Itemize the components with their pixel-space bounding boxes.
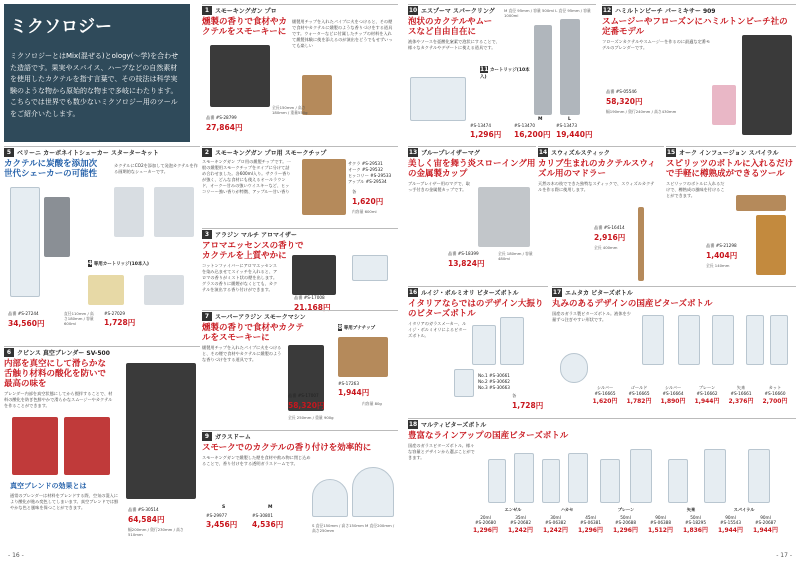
col-price: 1,782円 — [626, 398, 652, 405]
smoothie-image — [712, 85, 736, 125]
col-code: #S-16661 — [730, 391, 752, 396]
swizzle-stick-image — [638, 207, 644, 281]
item-number: 17 — [552, 288, 562, 296]
chip-code: #S-17263 — [338, 381, 359, 386]
vacuum-blender-image — [126, 363, 196, 499]
bottle-yarai-50-image — [668, 459, 688, 503]
item-number: 18 — [408, 420, 418, 428]
chip-code: #S-29531 — [361, 161, 383, 166]
col-code: #S-16660 — [764, 391, 786, 396]
size-l-label: L — [568, 117, 571, 122]
shaker-image — [10, 187, 40, 297]
dome-m-image — [352, 467, 394, 517]
cartridge-price: 1,296円 — [470, 130, 502, 139]
col-code: #S-16665 — [594, 391, 616, 396]
beech-chip-image — [338, 337, 388, 377]
bottle-angel-35-image — [514, 453, 534, 503]
col-price: 2,700円 — [762, 398, 788, 405]
shaker-lid-image — [44, 197, 70, 257]
oak-spiral-image — [736, 195, 786, 211]
item-heading: スモーキングガン プロ — [215, 7, 277, 15]
size-l-code: #S-13473 — [556, 123, 577, 128]
item-desc: コットンファイバーにアロマエッセンスを染み込ませてスイッチを入れると、アロマの香りがミスト状の煙を出します。グラスの香りに燻煙がなくとても、カクテルを演出する香り付けができます。 — [202, 263, 278, 292]
item-code: 品番 #S-18399 — [448, 251, 479, 256]
item-heading: マルティビターズボトル — [421, 421, 487, 429]
chip-price: 1,944円 — [338, 388, 370, 397]
price-label: 各 — [512, 393, 517, 398]
item-number: 14 — [538, 148, 548, 156]
col-code: #S-20688 — [615, 520, 636, 525]
bottle-hakase-30-image — [542, 459, 560, 503]
item-number: 12 — [602, 6, 612, 14]
page-number-left: - 16 - — [8, 552, 24, 559]
col-size: 90ml — [760, 515, 771, 520]
item-title: スムージーやフローズンにハミルトンビーチ社の定番モデル — [602, 17, 788, 37]
item-title: 丸みのあるデザインの国産ビターズボトル — [552, 299, 713, 309]
item-code: 品番 #S-17007 — [288, 393, 319, 398]
item-title: カクテルに炭酸を添加次世代シェーカーの可能性 — [4, 159, 98, 179]
chip-code: #S-29532 — [361, 167, 383, 172]
col-code: #S-20680 — [475, 520, 496, 525]
product-oak-spiral — [666, 146, 796, 284]
col-size: 90ml — [725, 515, 736, 520]
item-spec: M 直径 95mm / 容量 500ml L 直径 95mm / 容量 1000ml — [504, 8, 591, 18]
bottle-plain-50-image — [600, 459, 620, 503]
bottle-code: #S-30661 — [488, 373, 510, 378]
col-price: 1,944円 — [753, 527, 778, 534]
item-price: 27,864円 — [206, 123, 243, 132]
item-code: 品番 #S-30514 — [128, 507, 159, 512]
item-spec: 幅190mm / 奥行240mm / 高さ430mm — [606, 109, 677, 114]
col-size: 50ml — [620, 515, 631, 520]
bottle-no1-image — [472, 325, 496, 365]
item-code: 品番 #S-27244 — [8, 311, 39, 316]
product-hamilton-blender — [602, 4, 796, 142]
item-desc: イタリアのガラスメーカー、ルイジ・ボルミオリによるビターズボトル。 — [408, 321, 467, 338]
item-title: 内部を真空にして滑らかな舌触り材料の酸化を防いで最高の味を — [4, 359, 107, 389]
bottle-no2-image — [500, 317, 524, 365]
item-number: 5 — [4, 148, 14, 157]
chip-heading: 専用ブナチップ — [343, 326, 376, 331]
product-espuma — [408, 4, 596, 142]
col-code: #S-15543 — [720, 520, 741, 525]
cartridge-heading: カートリッジ(10本入) — [480, 68, 530, 80]
item-desc: ブルーブレイザー用のマグで、取っ手付きの金属製カップです。 — [408, 181, 470, 192]
espuma-l-image — [560, 19, 580, 115]
product-emutaka-bitters — [552, 286, 796, 416]
hero-body: ミクソロジーとはMix(混ぜる)とology(〜学)を合わせた造語です。果実やスパイス、ハーブなどの自然素材を使用したカクテルを指す言葉で、その技法は科学実験のような物から原始的な物まで多岐にわたります。こちらでは世界でも数少ないミクソロジー用のツールをご紹介いたします。 — [10, 52, 179, 118]
item-spec: S 直径150mm / 高さ150mm M 直径200mm / 高さ250mm — [312, 523, 395, 533]
hero-title: ミクソロジー — [10, 17, 112, 37]
product-luigi-bitters — [408, 286, 548, 416]
col-price: 1,944円 — [694, 398, 720, 405]
size-m-label: M — [268, 505, 273, 510]
juice-comparison-1 — [12, 417, 58, 475]
shaker-step2-image — [154, 187, 194, 237]
size-s-label: S — [222, 505, 226, 510]
item-spec: 全長 140mm — [706, 263, 730, 268]
col-code: #S-06382 — [545, 520, 566, 525]
item-number: 6 — [4, 348, 14, 357]
size-m-price: 16,200円 — [514, 130, 551, 139]
col-price: 1,296円 — [473, 527, 498, 534]
size-l-price: 19,440円 — [556, 130, 593, 139]
item-heading: エムタカ ビターズボトル — [565, 289, 633, 297]
col-code: #S-20687 — [755, 520, 776, 525]
item-spec: 全長150mm / 高さ180mm / 重量550g — [272, 105, 308, 115]
item-price: 13,824円 — [448, 259, 485, 268]
caption-title: 真空ブレンドの効果とは — [10, 482, 87, 490]
size-s-price: 3,456円 — [206, 520, 238, 529]
product-smoke-chips — [202, 146, 398, 226]
item-number: 10 — [408, 6, 418, 14]
product-carbonator — [4, 146, 200, 342]
col-code: #S-06381 — [580, 520, 601, 525]
chip-name: オーク — [348, 167, 361, 172]
col-size: 35ml — [515, 515, 526, 520]
chip-code: #S-29533 — [370, 173, 392, 178]
bottle-plain-image — [746, 315, 764, 365]
col-code: #S-18295 — [685, 520, 706, 525]
group-label: 矢来 — [686, 507, 696, 512]
item-heading: ハミルトンビーチ パーミキサー 909 — [615, 7, 716, 15]
bottle-plain-90-image — [630, 449, 652, 503]
item-title: 泡状のカクテルやムースなど自由自在に — [408, 17, 493, 37]
size-m-price: 4,536円 — [252, 520, 284, 529]
cartridge-image — [88, 275, 124, 305]
item-desc: 国産のガラスビターズボトル。様々な容量とデザインから選ぶことができます。 — [408, 443, 475, 460]
product-multi-bitters — [408, 418, 796, 550]
item-number: 1 — [202, 6, 212, 15]
aromatizer-image — [292, 255, 336, 295]
item-price: 1,620円 — [352, 197, 384, 206]
caption-desc: 通常のブレンダーは材料をブレンドする際、空気の混入により酸化が進み変色してしまいます。真空ブレンドでは鮮やかな色と風味を保つことができます。 — [10, 493, 119, 510]
item-title: カリブ生まれのカクテルスウィズル用のマドラー — [538, 159, 656, 179]
col-price: 2,376円 — [728, 398, 754, 405]
bottle-photo — [560, 353, 588, 383]
espuma-photo — [410, 77, 466, 121]
bottle-silver-image — [642, 315, 664, 365]
item-code: 品番 #S-28799 — [206, 115, 237, 120]
item-spec: 全長 400mm — [594, 245, 618, 250]
item-title: 豊富なラインアップの国産ビターズボトル — [408, 431, 569, 441]
item-heading: ガラスドーム — [215, 433, 251, 441]
item-desc: 天然の木の枝でできた独特なスティックで、スウィズルカクテルを作る際に使用します。 — [538, 181, 655, 192]
item-desc: 国産のガラス製ビターズボトル。液体を少量ずつ注ぎやすい形状です。 — [552, 311, 631, 322]
item-title: アロマエッセンスの香りでカクテルを上質やかに — [202, 241, 304, 261]
shaker-step1-image — [114, 187, 144, 237]
bottle-gold-image — [678, 315, 700, 365]
item-number: 3 — [202, 230, 212, 239]
item-desc: ブレンダー内部を真空状態にしてから撹拌することで、材料の酸化を防ぎ色鮮やかで滑らかなスムージーやカクテルを作ることができます。 — [4, 391, 113, 408]
item-number: 15 — [666, 148, 676, 156]
col-name: 矢来 — [736, 385, 746, 390]
size-s-code: #S-29977 — [206, 513, 227, 518]
col-name: ゴールド — [630, 385, 648, 390]
col-size: 45ml — [585, 515, 596, 520]
col-price: 1,890円 — [660, 398, 686, 405]
cartridge-heading: 専用カートリッジ(10本入) — [93, 262, 149, 267]
col-price: 1,296円 — [578, 527, 603, 534]
bottle-label: No.1 — [478, 373, 488, 378]
chip-number: 8 — [338, 324, 343, 331]
bottle-hakase-45-image — [568, 453, 588, 503]
spirit-bottle-image — [756, 215, 786, 275]
bottle-silver2-image — [712, 315, 734, 365]
group-label: エンゼル — [504, 507, 522, 512]
item-heading: ルイジ・ボルミオリ ビターズボトル — [421, 289, 519, 297]
product-vacuum-blender — [4, 346, 200, 546]
product-super-aladdin — [202, 310, 398, 428]
item-title: 美しく宙を舞う炎スローイング用の金属製カップ — [408, 159, 536, 179]
item-price: 58,320円 — [606, 97, 643, 106]
smoking-gun-image — [210, 45, 270, 107]
espuma-m-image — [534, 25, 552, 115]
bottle-angel-20-image — [488, 459, 506, 503]
item-price: 2,916円 — [594, 233, 626, 242]
item-number: 7 — [202, 312, 212, 321]
col-size: 50ml — [690, 515, 701, 520]
item-number: 9 — [202, 432, 212, 441]
bottle-label: No.2 — [478, 379, 488, 384]
chip-spec: 内容量 80g — [362, 401, 382, 406]
item-desc: 液体やソースを亜酸化窒素で泡状にすることで、様々なカクテルやデザートに使える道具です。 — [408, 39, 500, 50]
item-spec: 全長 250mm / 重量 900g — [288, 415, 334, 420]
col-size: 20ml — [480, 515, 491, 520]
item-title: スモークでのカクテルの香り付けを効率的に — [202, 443, 372, 453]
bottle-yarai-image — [770, 315, 788, 365]
item-title: 燻製の香りで食材やカクテルをスモーキーに — [202, 323, 305, 343]
bottle-code: #S-30662 — [488, 379, 510, 384]
item-heading: スーパーアラジン スモークマシン — [215, 313, 306, 321]
price-label: 各 — [352, 189, 357, 194]
cocktail-image — [144, 275, 184, 305]
col-price: 1,242円 — [508, 527, 533, 534]
cartridge-code: #S-13474 — [470, 123, 491, 128]
item-spec: 内容量 600ml — [352, 209, 377, 214]
bottle-no3-image — [454, 369, 474, 397]
col-price: 1,512円 — [648, 527, 673, 534]
group-label: スパイラル — [733, 507, 755, 512]
item-code: 品番 #S-17008 — [294, 295, 325, 300]
item-desc: 燻製用チップを入れたパイプに火をつけると、その煙で食材やカクテルに燻製のような香りづけをする道具です。ウォーターなどに付属したチップの材料を入れて燻製体験に使を添えるのが演出をどうでもせずいっても楽しい — [292, 19, 393, 48]
item-spec: 幅200mm / 奥行230mm / 高さ510mm — [128, 527, 184, 537]
item-code: 品番 #S-16414 — [594, 225, 625, 230]
juice-comparison-2 — [64, 417, 110, 475]
item-desc: 燻製用チップを入れたパイプに火をつけると、その煙で食材やカクテルに燻製のような香りづけをする道具です。 — [202, 345, 282, 362]
col-name: シルバー — [664, 385, 682, 390]
size-m-code: #S-13470 — [514, 123, 535, 128]
hero-panel — [4, 4, 190, 142]
item-desc: スモーキングガンで燻製した煙を食材や飲み物に閉じ込めることで、香り付けをする透明ガラスドームです。 — [202, 455, 311, 466]
item-heading: オーク インフュージョン スパイラル — [679, 149, 779, 157]
item-desc: スモーキングガン プロ用の燻製チップです。一般の燻製用スモークチップをタイプに分けて詰め合わせました。各600ml入り。サクラ〜香りが強く、どんな食材にも使えるオールラウンド、オーク〜甘みの強いウイスキーなど、ヒッコリー〜強い香りが特徴、アップル〜甘い香り — [202, 159, 291, 194]
col-code: #S-16664 — [662, 391, 684, 396]
col-price: 1,620円 — [592, 398, 618, 405]
item-desc: カクテルにCO2を添加して発泡カクテルを作る画期的なシェーカーです。 — [114, 163, 198, 174]
group-label: プレーン — [617, 507, 635, 512]
cartridge-number: 4 — [88, 260, 93, 267]
cartridge-number: 11 — [480, 66, 489, 73]
item-number: 2 — [202, 148, 212, 157]
item-title: スピリッツのボトルに入れるだけで手軽に樽熟成ができるツール — [666, 159, 794, 179]
item-price: 1,404円 — [706, 251, 738, 260]
col-code: #S-16662 — [696, 391, 718, 396]
item-heading: クビンス 真空ブレンダー SV-500 — [17, 349, 110, 357]
product-aromatizer — [202, 228, 398, 312]
col-code: #S-16665 — [628, 391, 650, 396]
item-price: 64,584円 — [128, 515, 165, 524]
product-blue-blazer — [408, 146, 536, 284]
chip-bucket-image — [302, 159, 346, 215]
product-swizzle-stick — [538, 146, 664, 284]
size-m-code: #S-30801 — [252, 513, 273, 518]
chip-name: アップル — [348, 179, 365, 184]
item-code: 品番 #S-21298 — [706, 243, 737, 248]
item-price: 21,168円 — [294, 303, 331, 312]
bottle-code: #S-30663 — [488, 385, 510, 390]
col-price: 1,242円 — [543, 527, 568, 534]
item-price: 1,728円 — [512, 401, 544, 410]
cartridge-code: #S-27029 — [104, 311, 125, 316]
bottle-spiral-90-image — [748, 449, 770, 503]
item-code: 品番 #S-05546 — [606, 89, 637, 94]
chip-name: ヒッコリー — [348, 173, 369, 178]
bottle-label: No.3 — [478, 385, 488, 390]
product-smoking-gun — [202, 4, 398, 142]
dome-s-image — [312, 479, 348, 517]
item-price: 34,560円 — [8, 319, 45, 328]
col-size: 30ml — [550, 515, 561, 520]
item-heading: スウィズルスティック — [551, 149, 610, 157]
col-name: カット — [768, 385, 782, 390]
chip-name: サクラ — [348, 161, 361, 166]
item-heading: アラジン マルチ アロマイザー — [215, 231, 297, 239]
item-heading: スモーキングガン プロ用 スモークチップ — [215, 149, 327, 157]
blazer-mug-image — [478, 187, 530, 247]
col-price: 1,836円 — [683, 527, 708, 534]
item-title: 燻製の香りで食材やカクテルをスモーキーに — [202, 17, 288, 37]
col-price: 1,944円 — [718, 527, 743, 534]
col-size: 90ml — [655, 515, 666, 520]
item-heading: エスプーマ スパークリング — [421, 7, 495, 15]
item-desc: フローズンカクテルやスムージーを作るのに最適な定番モデルのブレンダーです。 — [602, 39, 711, 50]
item-spec: 直径110mm / 高さ180mm / 容量 600ml — [64, 311, 94, 326]
item-spec: 全長 180mm / 容量 480ml — [498, 251, 533, 261]
aromatizer-glass-image — [352, 255, 388, 281]
col-name: プレーン — [698, 385, 716, 390]
chip-code: #S-29534 — [365, 179, 387, 184]
bottle-yarai-90-image — [704, 449, 726, 503]
col-price: 1,296円 — [613, 527, 638, 534]
item-price: 58,320円 — [288, 401, 325, 410]
cartridge-price: 1,728円 — [104, 318, 136, 327]
item-title: イタリアならではのデザイン大振りのビターズボトル — [408, 299, 544, 319]
col-code: #S-20682 — [510, 520, 531, 525]
item-number: 13 — [408, 148, 418, 156]
item-desc: スピリッツのボトルに入れるだけで、樽熟成の風味を付けることができます。 — [666, 181, 725, 198]
page-number-right: - 17 - — [776, 552, 792, 559]
size-m-label: M — [538, 117, 543, 122]
product-glass-dome — [202, 430, 398, 548]
blender-image — [742, 35, 792, 135]
col-code: #S-06388 — [650, 520, 671, 525]
item-heading: ベリーニ カーボネイトシェーカー スターターキット — [17, 149, 159, 157]
col-name: シルバー — [596, 385, 614, 390]
item-heading: ブループレイザーマグ — [421, 149, 480, 157]
item-number: 16 — [408, 288, 418, 296]
group-label: ハカセ — [560, 507, 574, 512]
